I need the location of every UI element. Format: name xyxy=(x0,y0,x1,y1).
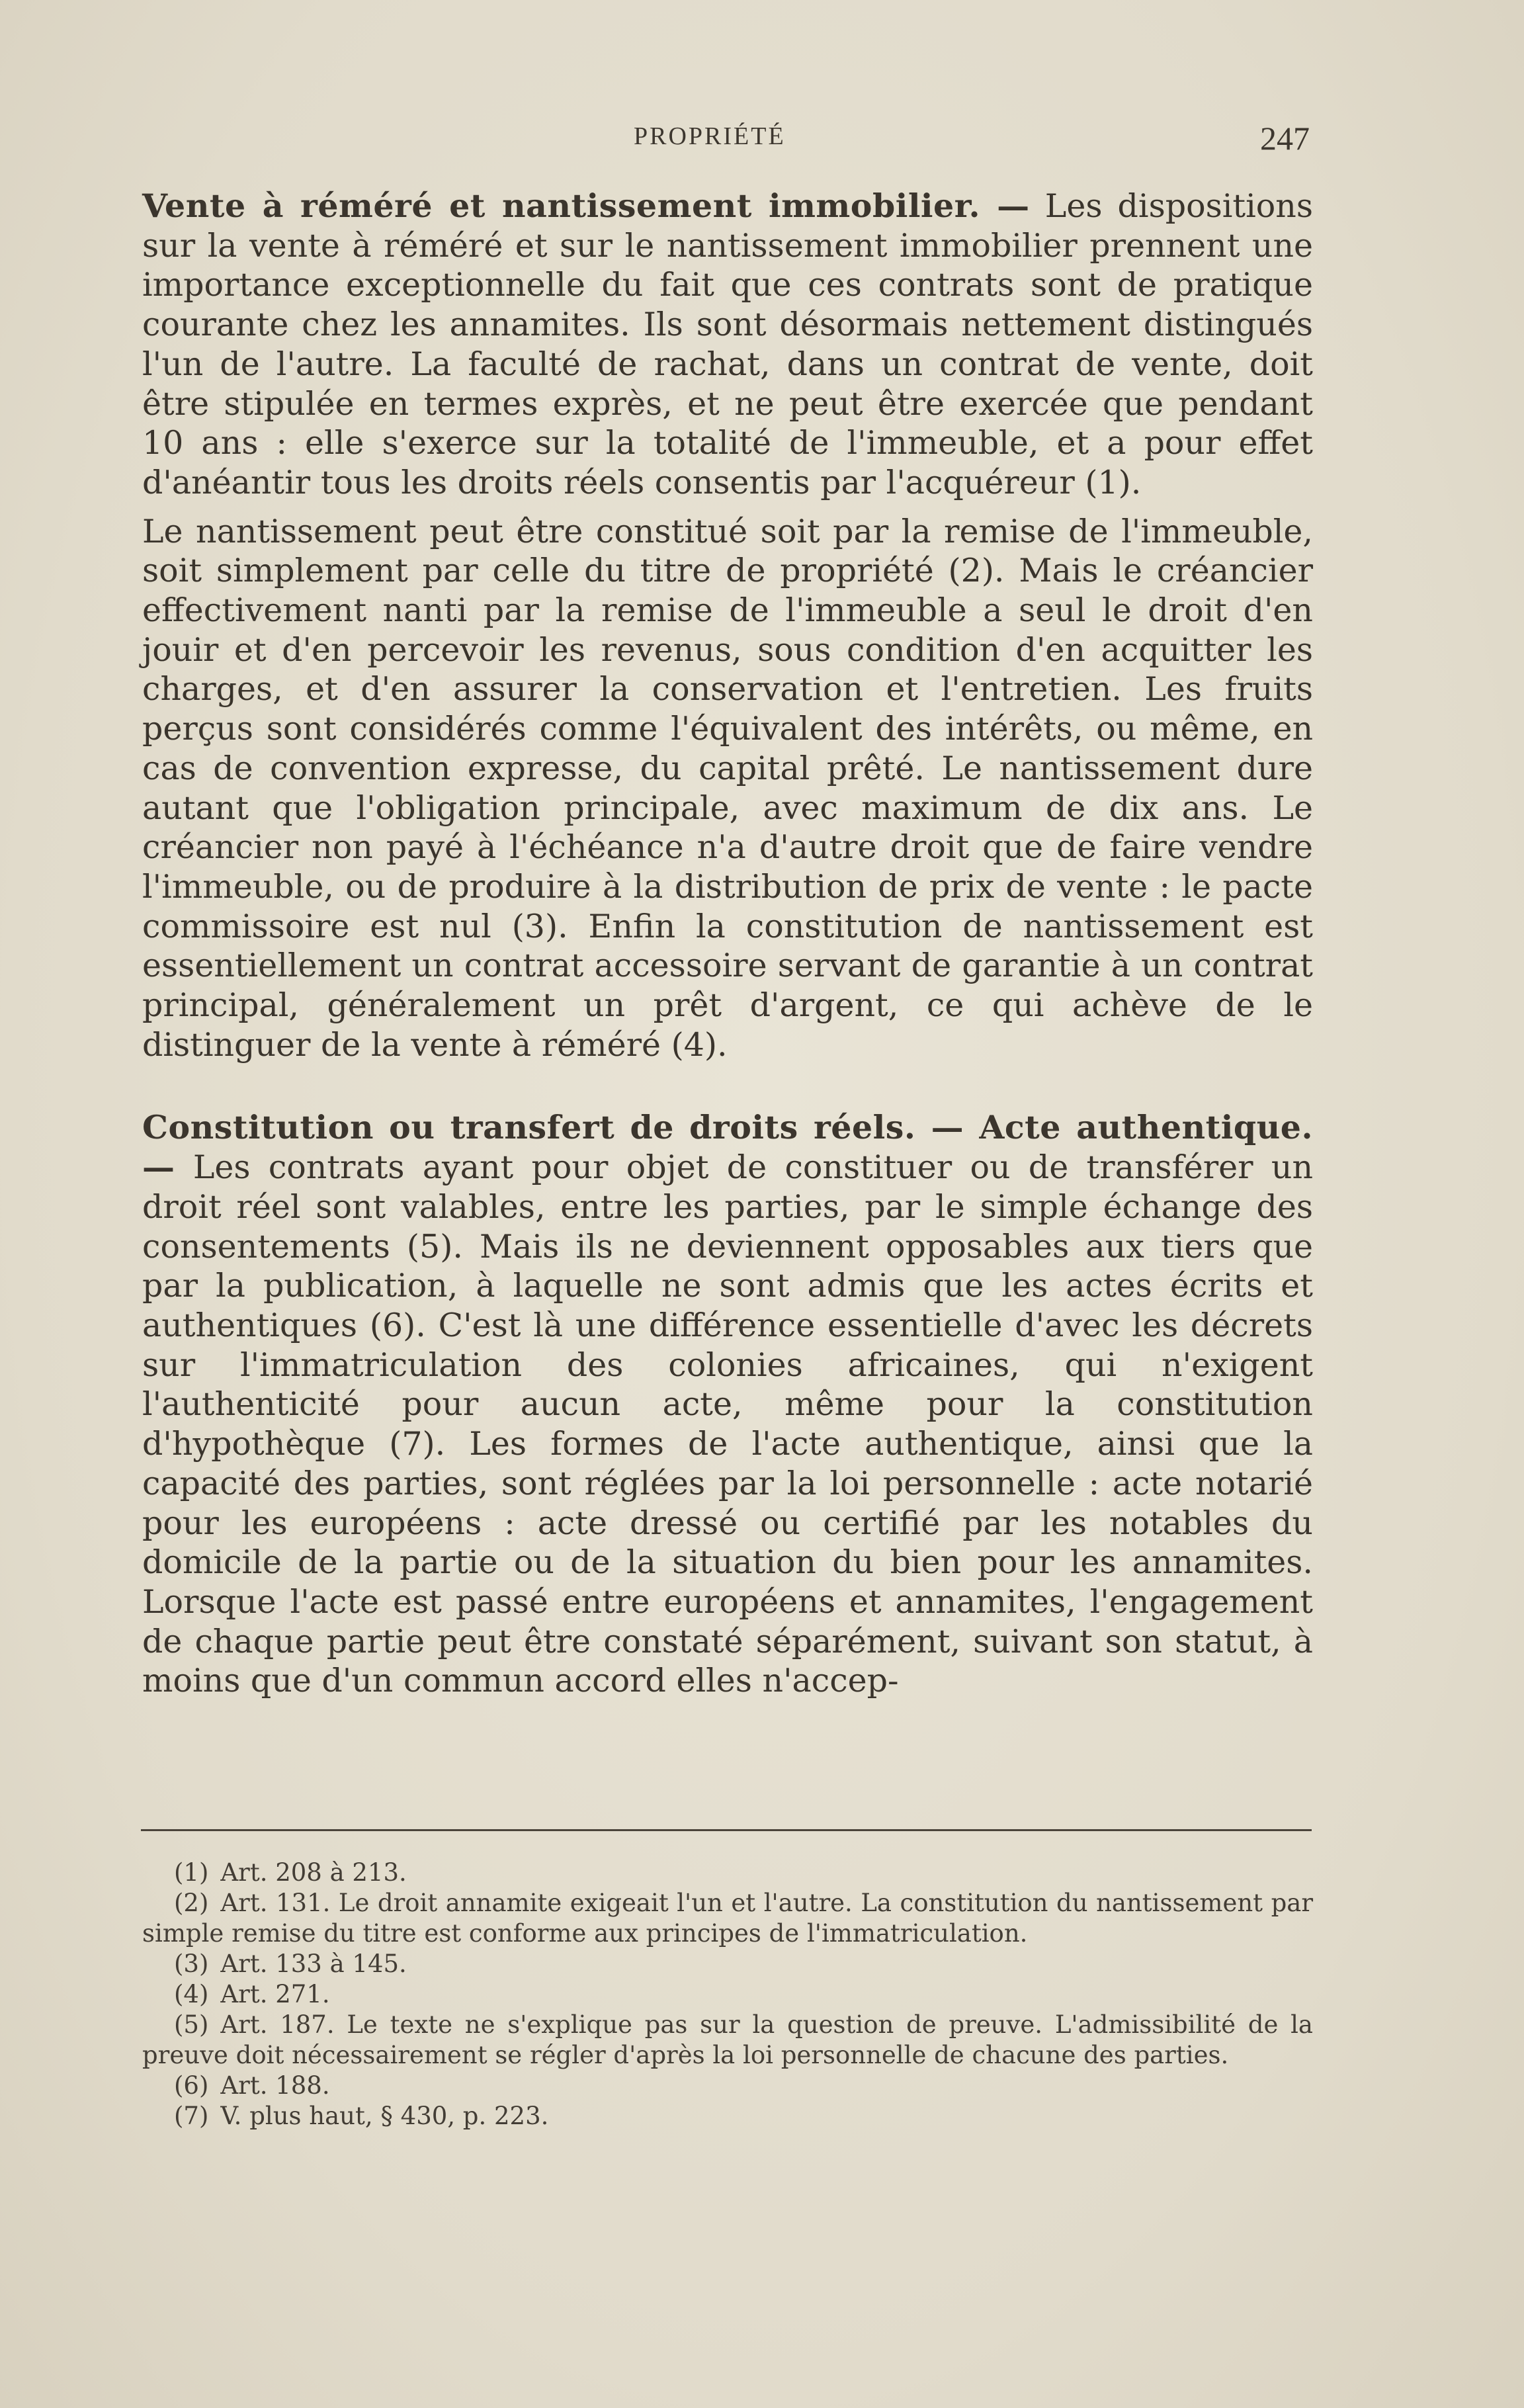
page-number: 247 xyxy=(1260,120,1310,157)
footnote-number: (7) xyxy=(174,2102,209,2130)
footnote xyxy=(142,2010,1313,2071)
footnote-number: (1) xyxy=(174,1858,209,1887)
body-text xyxy=(142,187,1313,1701)
page-header xyxy=(144,119,1310,165)
section-heading-vente: Vente à réméré et nantissement immobilier. — xyxy=(142,187,1030,225)
footnote xyxy=(142,2071,1313,2101)
paragraph-vente-a-remere xyxy=(142,187,1313,503)
footnote-number: (3) xyxy=(174,1950,209,1978)
footnote-separator xyxy=(141,1829,1312,1831)
paragraph-constitution xyxy=(142,1108,1313,1701)
footnote-text: Art. 131. Le droit annamite exigeait l'un et l'autre. La constitution du nantissement par simple remise du titre est conforme aux principes de l'immatriculation. xyxy=(142,1889,1313,1948)
section-heading-constitution: Constitution ou transfert de droits réels. — Acte authentique. — xyxy=(142,1108,1313,1187)
footnote-number: (6) xyxy=(174,2071,209,2100)
footnotes xyxy=(142,1858,1313,2131)
footnote-text: V. plus haut, § 430, p. 223. xyxy=(220,2102,549,2130)
paragraph-nantissement xyxy=(142,512,1313,1065)
running-title: PROPRIÉTÉ xyxy=(634,122,786,150)
footnote xyxy=(142,1949,1313,1979)
paragraph-text: Les dispositions sur la vente à réméré et sur le nantissement immobilier prennent une importance exceptionnelle du fait que ces contrats sont de pratique courante chez les annamites. Ils sont désormais nettement distingués l'un de l'autre. La faculté de rachat, dans un contrat de vente, doit être stipulée en termes exprès, et ne peut être exercée que pendant 10 ans : elle s'exerce sur la totalité de l'immeuble, et a pour effet d'anéantir tous les droits réels consentis par l'acquéreur (1). xyxy=(142,187,1313,501)
footnote-text: Art. 271. xyxy=(220,1980,330,2008)
footnote xyxy=(142,2101,1313,2131)
footnote-number: (5) xyxy=(174,2010,209,2039)
footnote-text: Art. 208 à 213. xyxy=(220,1858,407,1887)
footnote xyxy=(142,1888,1313,1949)
paragraph-text: Le nantissement peut être constitué soit par la remise de l'immeuble, soit simplement par celle du titre de propriété (2). Mais le créancier effectivement nanti par la remise de l'immeuble a seul le droit d'en jouir et d'en percevoir les revenus, sous condition d'en acquitter les charges, et d'en assurer la conservation et l'entretien. Les fruits perçus sont considérés comme l'équivalent des intérêts, ou même, en cas de convention expresse, du capital prêté. Le nantissement dure autant que l'obligation principale, avec maximum de dix ans. Le créancier non payé à l'échéance n'a d'autre droit que de faire vendre l'immeuble, ou de produire à la distribution de prix de vente : le pacte commissoire est nul (3). Enfin la constitution de nantissement est essentiellement un contrat accessoire servant de garantie à un contrat principal, généralement un prêt d'argent, ce qui achève de le distinguer de la vente à réméré (4). xyxy=(142,512,1313,1064)
footnote-text: Art. 187. Le texte ne s'explique pas sur la question de preuve. L'admissibilité de la preuve doit nécessairement se régler d'après la loi personnelle de chacune des parties. xyxy=(142,2010,1313,2069)
footnote xyxy=(142,1979,1313,2010)
paragraph-text: Les contrats ayant pour objet de constituer ou de transférer un droit réel sont valables, entre les parties, par le simple échange des consentements (5). Mais ils ne deviennent opposables aux tiers que par la publication, à laquelle ne sont admis que les actes écrits et authentiques (6). C'est là une différence essentielle d'avec les décrets sur l'immatriculation des colonies africaines, qui n'exigent l'authenticité pour aucun acte, même pour la constitution d'hypothèque (7). Les formes de l'acte authentique, ainsi que la capacité des parties, sont réglées par la loi personnelle : acte notarié pour les européens : acte dressé ou certifié par les notables du domicile de la partie ou de la situation du bien pour les annamites. Lorsque l'acte est passé entre européens et annamites, l'engagement de chaque partie peut être constaté séparément, suivant son statut, à moins que d'un commun accord elles n'accep- xyxy=(142,1148,1313,1700)
footnote-text: Art. 133 à 145. xyxy=(220,1950,407,1978)
footnote-number: (4) xyxy=(174,1980,209,2008)
footnote-number: (2) xyxy=(174,1889,209,1917)
footnote-text: Art. 188. xyxy=(220,2071,330,2100)
footnote xyxy=(142,1858,1313,1888)
